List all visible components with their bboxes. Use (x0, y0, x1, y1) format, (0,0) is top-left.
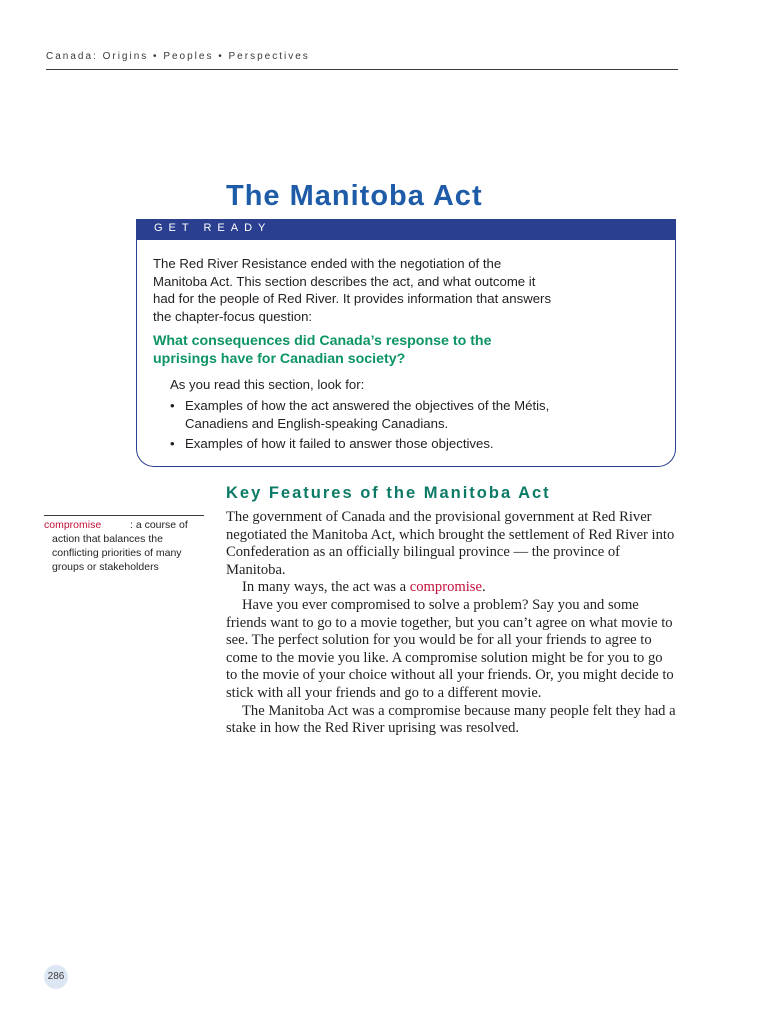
body-text (226, 509, 676, 738)
body-text-span: In many ways, the act was a (242, 579, 410, 596)
glossary-note (44, 518, 204, 574)
body-paragraph: The Manitoba Act was a compromise because many people felt they had a stake in how the Red River uprising was resolved. (226, 702, 676, 737)
look-for-item: • Examples of how the act answered the objectives of the Métis, Canadiens and English-speaking Canadians. (170, 397, 550, 432)
header-divider (46, 69, 678, 70)
get-ready-intro: The Red River Resistance ended with the negotiation of the Manitoba Act. This section describes the act, and what outcome it had for the people of Red River. It provides information that answers the chapter-focus question: (153, 256, 552, 324)
glossary-divider (44, 515, 204, 516)
body-paragraph (226, 579, 676, 597)
section-heading: Key Features of the Manitoba Act (226, 484, 551, 502)
get-ready-bar (137, 219, 675, 240)
look-for-lead: As you read this section, look for: (170, 377, 365, 392)
look-for-item: • Examples of how it failed to answer those objectives. (170, 435, 550, 453)
get-ready-box (136, 219, 676, 467)
body-paragraph: The government of Canada and the provisional government at Red River negotiated the Manitoba Act, which brought the settlement of Red River into Confederation as an officially bilingual province — the province of Manitoba. (226, 509, 675, 578)
page-number: 286 (44, 965, 68, 989)
body-paragraph: Have you ever compromised to solve a problem? Say you and some friends want to go to a movie together, but you can’t agree on what movie to see. The perfect solution for you would be for all your friends to agree to come to the movie you like. A compromise solution might be for you to go to the movie of your choice without all your friends. Or, you might decide to stick with all your friends and go to a different movie. (226, 596, 674, 701)
get-ready-label: GET READY (154, 222, 272, 234)
body-text-span: . (481, 579, 486, 596)
running-head: Canada: Origins • Peoples • Perspectives (46, 51, 310, 62)
glossary-definition: : a course of action that balances the conflicting priorities of many groups or stakeholders (52, 519, 188, 573)
page-title: The Manitoba Act (226, 180, 483, 212)
glossary-term: compromise (44, 519, 102, 531)
look-for-list (170, 397, 550, 456)
glossary-keyword: compromise (409, 579, 482, 596)
chapter-focus-question: What consequences did Canada’s response to the uprisings have for Canadian society? (153, 333, 492, 367)
